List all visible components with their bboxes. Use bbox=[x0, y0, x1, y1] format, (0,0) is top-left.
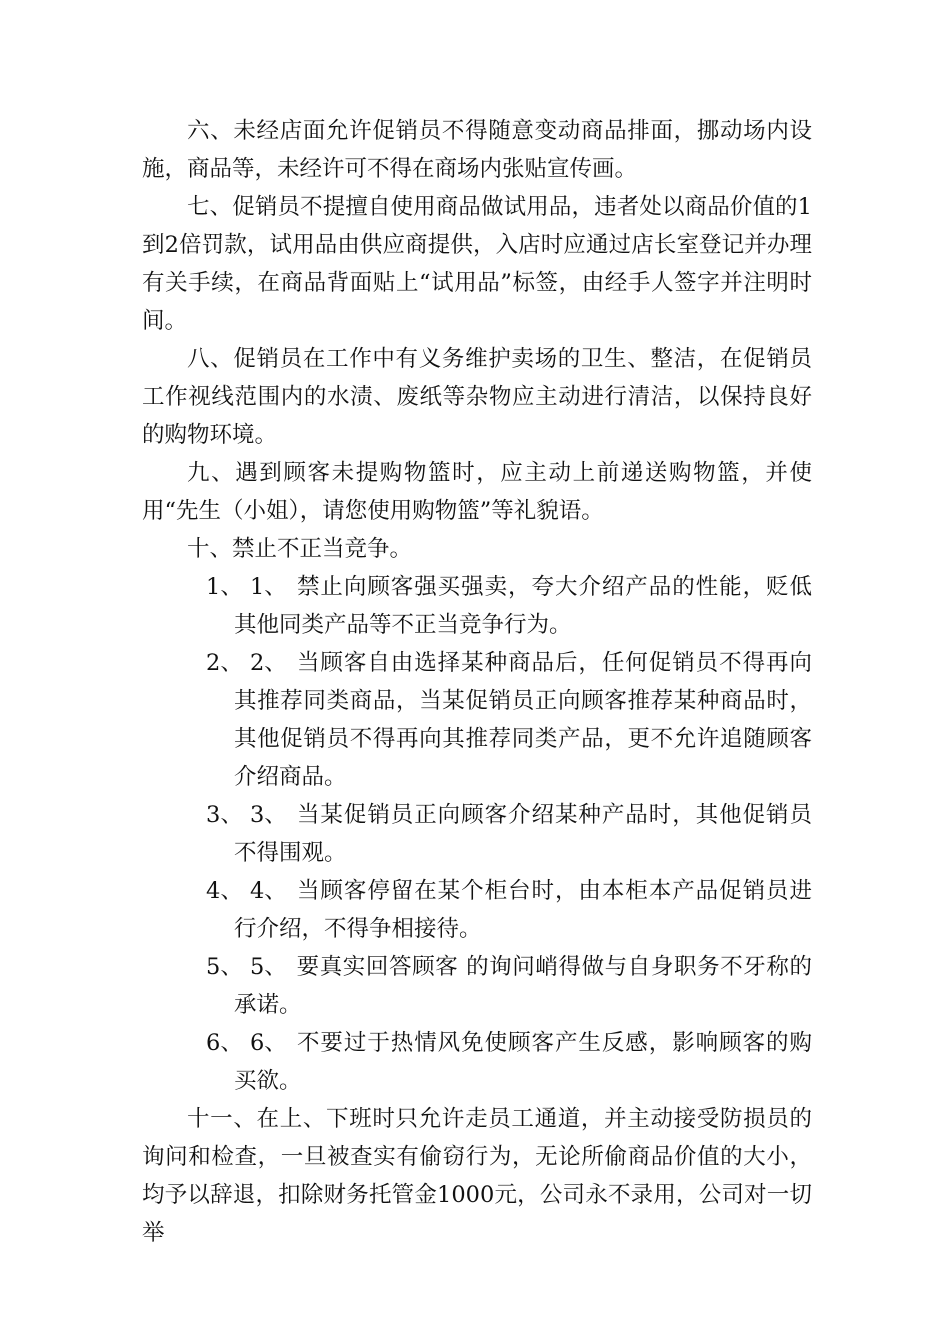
list-item-text: 要真实回答顾客 的询问峭得做与自身职务不牙称的承诺。 bbox=[234, 954, 812, 1018]
list-item bbox=[142, 948, 812, 1024]
list-item-number: 5、 5、 bbox=[206, 954, 287, 980]
list-item-text: 当顾客自由选择某种商品后，任何促销员不得再向其推荐同类商品，当某促销员正向顾客推荐某种商品时，其他促销员不得再向其推荐同类产品，更不允许追随顾客介绍商品。 bbox=[234, 650, 812, 790]
list-item bbox=[142, 1024, 812, 1100]
list-item-text: 当某促销员正向顾客介绍某种产品时，其他促销员不得围观。 bbox=[234, 802, 812, 866]
list-item bbox=[142, 568, 812, 644]
paragraph-rule-10: 十、禁止不正当竞争。 bbox=[187, 536, 413, 562]
paragraph-rule-9: 九、遇到顾客未提购物篮时，应主动上前递送购物篮，并使用“先生（小姐），请您使用购物篮”等礼貌语。 bbox=[142, 460, 812, 524]
list-item-number: 2、 2、 bbox=[206, 650, 287, 676]
list-item-text: 不要过于热情风免使顾客产生反感，影响顾客的购买欲。 bbox=[234, 1030, 812, 1094]
list-item-number: 6、 6、 bbox=[206, 1030, 287, 1056]
document-body bbox=[142, 112, 812, 1252]
paragraph-rule-7: 七、促销员不提擅自使用商品做试用品，违者处以商品价值的1到2倍罚款，试用品由供应商提供，入店时应通过店长室登记并办理有关手续，在商品背面贴上“试用品”标签，由经手人签字并注明时间。 bbox=[142, 194, 812, 334]
list-item-number: 1、 1、 bbox=[206, 574, 287, 600]
list-item bbox=[142, 872, 812, 948]
list-item-text: 当顾客停留在某个柜台时，由本柜本产品促销员进行介绍，不得争相接待。 bbox=[234, 878, 812, 942]
list-item-number: 3、 3、 bbox=[206, 802, 287, 828]
list-item-number: 4、 4、 bbox=[206, 878, 287, 904]
paragraph-rule-6: 六、未经店面允许促销员不得随意变动商品排面，挪动场内设施，商品等，未经许可不得在商场内张贴宣传画。 bbox=[142, 118, 812, 182]
list-item bbox=[142, 796, 812, 872]
paragraph-rule-11: 十一、在上、下班时只允许走员工通道，并主动接受防损员的询问和检查，一旦被查实有偷窃行为，无论所偷商品价值的大小，均予以辞退，扣除财务托管金1000元，公司永不录用，公司对一切举 bbox=[142, 1106, 812, 1246]
paragraph-rule-8: 八、促销员在工作中有义务维护卖场的卫生、整洁，在促销员工作视线范围内的水渍、废纸等杂物应主动进行清洁，以保持良好的购物环境。 bbox=[142, 346, 812, 448]
list-item-text: 禁止向顾客强买强卖，夸大介绍产品的性能，贬低其他同类产品等不正当竞争行为。 bbox=[234, 574, 812, 638]
list-item bbox=[142, 644, 812, 796]
